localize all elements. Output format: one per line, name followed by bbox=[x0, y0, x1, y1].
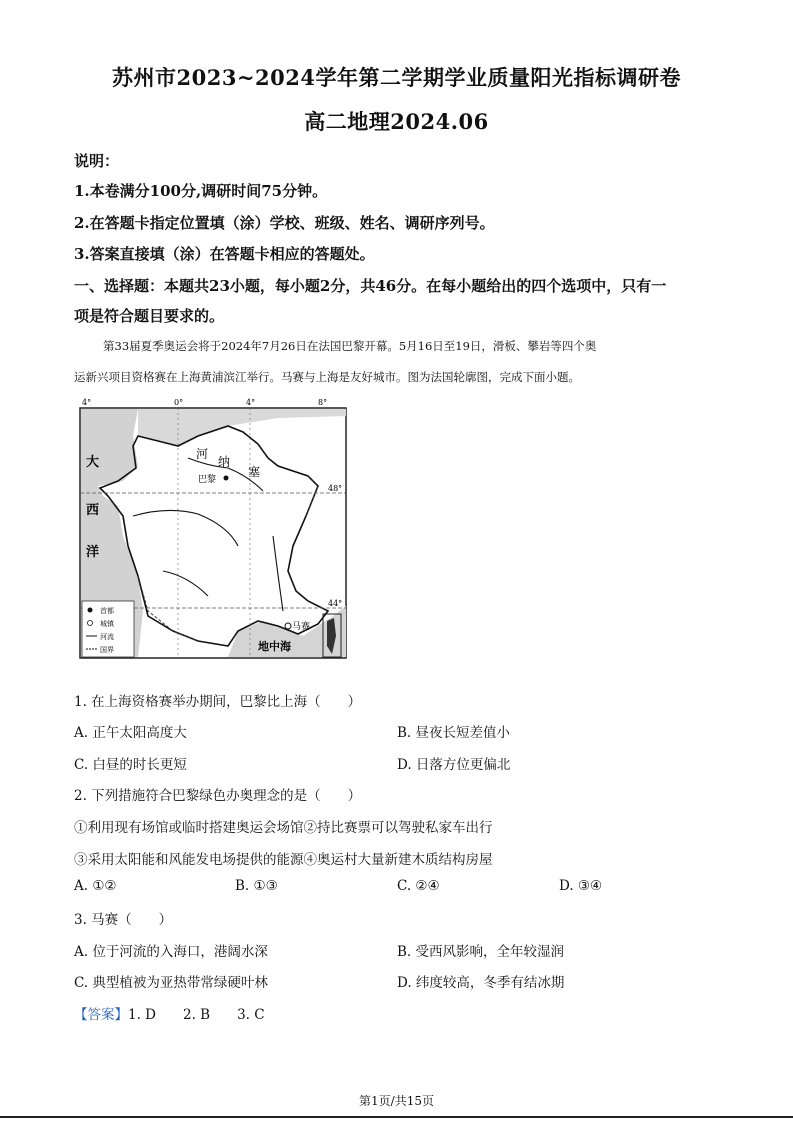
lat-label: 44° bbox=[328, 599, 343, 608]
option-d: D. 纬度较高，冬季有结冰期 bbox=[397, 975, 565, 991]
ocean-label: 洋 bbox=[86, 545, 100, 560]
instruction-item: 3.答案直接填（涂）在答题卡相应的答题处。 bbox=[74, 245, 375, 263]
passage-line: 第33届夏季奥运会将于2024年7月26日在法国巴黎开幕。5月16日至19日，滑板、攀岩等四个奥 bbox=[103, 339, 597, 353]
question-statement: ①利用现有场馆或临时搭建奥运会场馆②持比赛票可以驾驶私家车出行 bbox=[74, 820, 493, 836]
option-d: D. 日落方位更偏北 bbox=[397, 757, 511, 773]
option-c: C. 典型植被为亚热带常绿硬叶林 bbox=[74, 975, 268, 991]
passage-line: 运新兴项目资格赛在上海黄浦滨江举行。马赛与上海是友好城市。图为法国轮廓图，完成下面小题。 bbox=[74, 370, 580, 384]
lon-label: 0° bbox=[174, 398, 184, 407]
legend-capital-symbol bbox=[88, 608, 93, 613]
paris-label: 巴黎 bbox=[198, 475, 217, 485]
option-a: A. 位于河流的入海口，港阔水深 bbox=[74, 944, 268, 960]
legend-label: 首都 bbox=[100, 607, 114, 615]
marseille-label: 马赛 bbox=[292, 622, 311, 632]
question-statement: ③采用太阳能和风能发电场提供的能源④奥运村大量新建木质结构房屋 bbox=[74, 852, 493, 868]
option-a: A. 正午太阳高度大 bbox=[74, 725, 187, 741]
option-d: D. ③④ bbox=[559, 878, 603, 894]
page-number: 第1页/共15页 bbox=[359, 1094, 434, 1108]
option-c: C. ②④ bbox=[397, 878, 440, 894]
question-stem: 2. 下列措施符合巴黎绿色办奥理念的是（ ） bbox=[74, 788, 362, 804]
france-map bbox=[78, 396, 352, 662]
option-b: B. ①③ bbox=[235, 878, 278, 894]
answer-values: 1. D 2. B 3. C bbox=[128, 1007, 265, 1023]
river-label: 河 bbox=[196, 447, 209, 461]
option-a: A. ①② bbox=[74, 878, 117, 894]
section-heading: 一、选择题：本题共23小题，每小题2分，共46分。在每小题给出的四个选项中，只有一 bbox=[74, 277, 667, 295]
option-b: B. 受西风影响，全年较湿润 bbox=[397, 944, 565, 960]
legend-label: 国界 bbox=[100, 646, 114, 654]
sea-label: 地中海 bbox=[258, 640, 291, 653]
instruction-item: 1.本卷满分100分,调研时间75分钟。 bbox=[74, 182, 328, 200]
legend-label: 河流 bbox=[100, 633, 114, 641]
answer-tag: 【答案】 bbox=[74, 1007, 128, 1023]
river-label: 塞 bbox=[248, 465, 261, 479]
question-stem: 3. 马赛（ ） bbox=[74, 912, 173, 928]
instructions-heading: 说明： bbox=[74, 152, 120, 170]
answer-line bbox=[74, 1003, 265, 1023]
option-c: C. 白昼的时长更短 bbox=[74, 757, 187, 773]
exam-subtitle: 高二地理2024.06 bbox=[304, 109, 489, 134]
instruction-item: 2.在答题卡指定位置填（涂）学校、班级、姓名、调研序列号。 bbox=[74, 214, 495, 232]
paris-marker bbox=[224, 476, 229, 481]
lon-label: 8° bbox=[318, 398, 328, 407]
legend-label: 城镇 bbox=[100, 620, 114, 628]
option-b: B. 昼夜长短差值小 bbox=[397, 725, 511, 741]
ocean-label: 大 bbox=[86, 455, 100, 470]
river-label: 纳 bbox=[218, 455, 231, 469]
question-stem: 1. 在上海资格赛举办期间，巴黎比上海（ ） bbox=[74, 694, 362, 710]
lon-label: 4° bbox=[246, 398, 256, 407]
ocean-label: 西 bbox=[86, 503, 100, 518]
exam-title: 苏州市2023~2024学年第二学期学业质量阳光指标调研卷 bbox=[112, 65, 681, 90]
section-heading-cont: 项是符合题目要求的。 bbox=[74, 307, 225, 325]
lat-label: 48° bbox=[328, 484, 343, 493]
bottom-rule bbox=[0, 1116, 793, 1118]
lon-label: 4° bbox=[82, 398, 92, 407]
